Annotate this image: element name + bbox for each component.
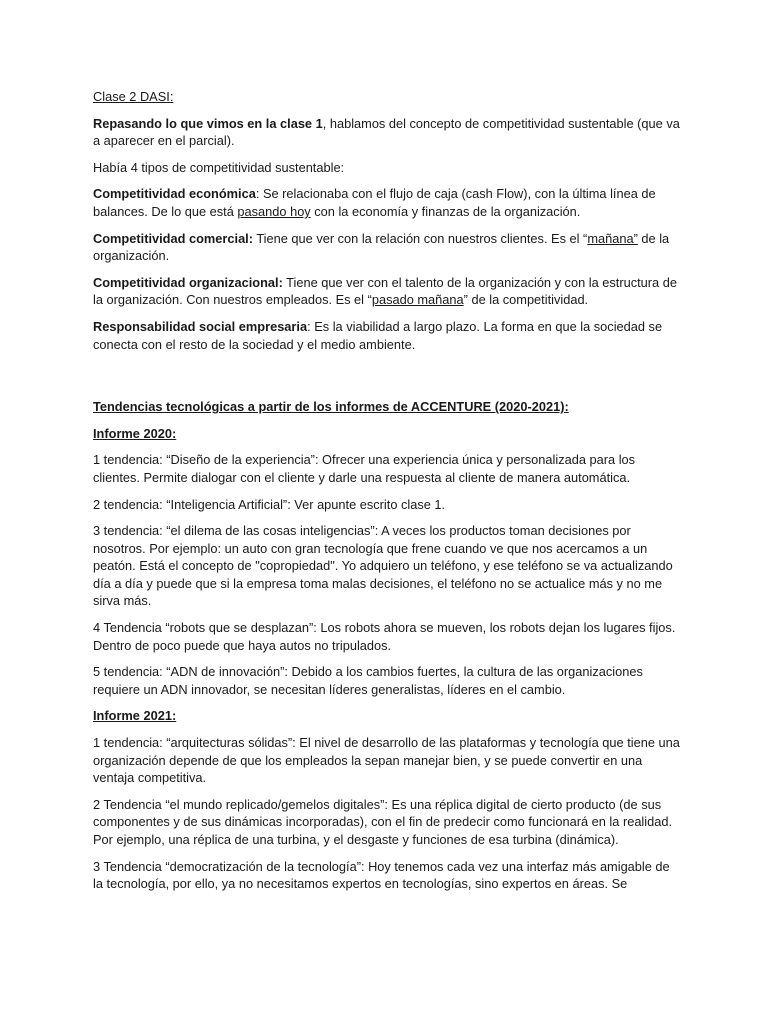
rse-text: : Es la viabilidad a largo plazo. La forma en que la sociedad se conecta con el resto de la sociedad y el medio ambiente. xyxy=(93,318,663,352)
report-2021-heading: Informe 2021: xyxy=(93,708,177,724)
rse-label: Responsabilidad social empresaria xyxy=(93,318,308,334)
com-text-a: Tiene que ver con la relación con nuestros clientes. Es el “ xyxy=(253,230,588,246)
report-2020-heading: Informe 2020: xyxy=(93,425,177,441)
trend-2020-2: 2 tendencia: “Inteligencia Artificial”: Ver apunte escrito clase 1. xyxy=(93,496,446,512)
eco-text-b: con la economía y finanzas de la organización. xyxy=(310,203,581,219)
rse-paragraph xyxy=(93,318,680,353)
intro-paragraph xyxy=(93,115,680,150)
org-label: Competitividad organizacional: xyxy=(93,274,283,290)
com-label: Competitividad comercial: xyxy=(93,230,253,246)
trend-2020-5: 5 tendencia: “ADN de innovación”: Debido a los cambios fuertes, la cultura de las organizaciones requiere un ADN innovador, se necesitan líderes generalistas, líderes en el cambio. xyxy=(93,664,643,697)
trends-heading: Tendencias tecnológicas a partir de los informes de ACCENTURE (2020-2021): xyxy=(93,399,569,415)
eco-underline: pasando hoy xyxy=(237,203,311,219)
org-underline: pasado mañana xyxy=(371,292,464,308)
trend-2021-1: 1 tendencia: “arquitecturas sólidas”: El nivel de desarrollo de las plataformas y tecnología que tiene una organización depende de que los empleados la sepan manejar bien, y se puede convertir en una ventaja competitiva. xyxy=(93,735,680,786)
section-gap xyxy=(93,362,680,398)
trend-2020-3: 3 tendencia: “el dilema de las cosas inteligencias”: A veces los productos toman decisiones por nosotros. Por ejemplo: un auto con gran tecnología que frene cuando ve que nos acercamos a un peatón. Está el concepto de "copropiedad". Yo adquiero un teléfono, y ese teléfono se va actualizando día a día y puede que si la empresa toma malas decisiones, el teléfono no se actualice más y no me sirva más. xyxy=(93,523,673,609)
trend-2020-1: 1 tendencia: “Diseño de la experiencia”: Ofrecer una experiencia única y personalizada para los clientes. Permite dialogar con el cliente y darle una respuesta al cliente de manera automática. xyxy=(93,452,636,485)
org-text-a: Tiene que ver con el talento de la organización y con la estructura de la organización. Con nuestros empleados. Es el “ xyxy=(93,274,677,308)
types-line: Había 4 tipos de competitividad sustentable: xyxy=(93,159,345,175)
org-text-b: ” de la competitividad. xyxy=(463,292,589,308)
intro-bold: Repasando lo que vimos en la clase 1 xyxy=(93,115,323,131)
com-paragraph xyxy=(93,230,680,265)
eco-text-a: : Se relacionaba con el flujo de caja (cash Flow), con la última línea de balances. De lo que está xyxy=(93,186,656,219)
doc-title xyxy=(93,88,680,106)
intro-rest: , hablamos del concepto de competitividad sustentable (que va a aparecer en el parcial). xyxy=(93,115,680,149)
com-text-b: de la organización. xyxy=(93,230,670,264)
trend-2020-4: 4 Tendencia “robots que se desplazan”: Los robots ahora se mueven, los robots dejan los lugares fijos. Dentro de poco puede que haya autos no tripulados. xyxy=(93,620,676,653)
doc-title-text: Clase 2 DASI: xyxy=(93,89,174,104)
org-paragraph xyxy=(93,274,680,309)
trend-2021-2: 2 Tendencia “el mundo replicado/gemelos digitales”: Es una réplica digital de cierto producto (de sus componentes y de sus dinámicas incorporadas), con el fin de predecir como funcionará en la realidad. Por ejemplo, una réplica de una turbina, y el desgaste y funciones de esa turbina (dinámica). xyxy=(93,796,673,847)
trend-2021-3: 3 Tendencia “democratización de la tecnología”: Hoy tenemos cada vez una interfaz más amigable de la tecnología, por ello, ya no necesitamos expertos en tecnologías, sino expertos en áreas. Se xyxy=(93,858,670,892)
com-underline: mañana” xyxy=(587,230,638,246)
eco-paragraph xyxy=(93,185,680,220)
eco-label: Competitividad económica xyxy=(93,186,256,202)
